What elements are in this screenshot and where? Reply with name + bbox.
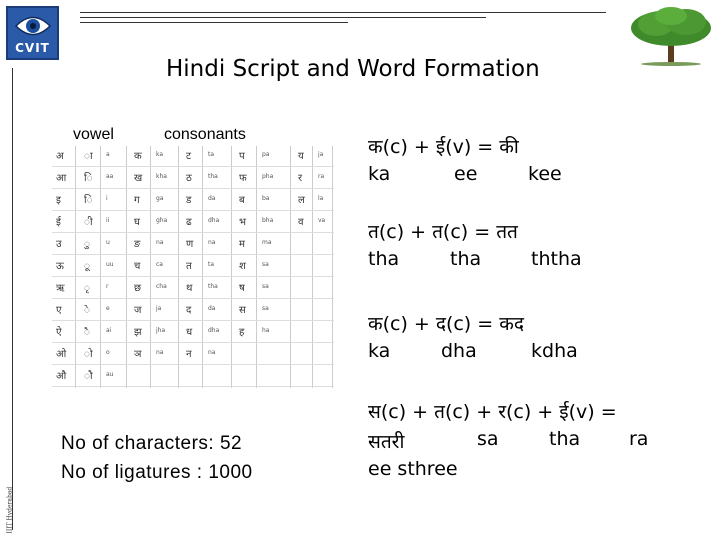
table-cell: ङ [134, 239, 141, 250]
ligatures-count: No of ligatures : 1000 [61, 462, 253, 483]
table-cell: ै [84, 327, 90, 338]
table-cell: ग [134, 195, 140, 206]
page-title: Hindi Script and Word Formation [166, 56, 540, 82]
table-cell: फ [239, 173, 247, 184]
table-grid-line [256, 146, 257, 388]
table-grid-line [202, 146, 203, 388]
table-cell: ृ [84, 283, 90, 294]
example-1-roman: ka [368, 163, 391, 185]
table-cell: ल [298, 195, 305, 206]
table-cell: o [106, 349, 110, 356]
table-cell: ब [239, 195, 245, 206]
table-cell: ta [208, 151, 215, 158]
example-2-roman: tha [450, 248, 482, 270]
table-cell: a [106, 151, 110, 158]
table-cell: au [106, 371, 114, 378]
table-cell: ध [186, 327, 193, 338]
table-cell: ka [156, 151, 164, 158]
example-4-roman: sa [477, 428, 499, 450]
table-cell: r [106, 283, 109, 290]
table-cell: झ [134, 327, 142, 338]
table-cell: द [186, 305, 192, 316]
table-cell: ja [156, 305, 162, 312]
example-4-roman: tha [549, 428, 581, 450]
table-grid-line [52, 364, 334, 365]
table-cell: ऋ [56, 283, 65, 294]
table-cell: pa [262, 151, 270, 158]
table-cell: na [208, 349, 216, 356]
table-grid-line [75, 146, 76, 388]
table-grid-line [290, 146, 291, 388]
table-cell: ज [134, 305, 142, 316]
table-cell: ी [84, 217, 93, 228]
example-3-roman: ka [368, 340, 391, 362]
table-cell: ई [56, 217, 61, 228]
table-cell: छ [134, 283, 142, 294]
table-cell: ण [186, 239, 194, 250]
table-cell: आ [56, 173, 67, 184]
table-cell: pha [262, 173, 274, 180]
logo-text: CVIT [15, 41, 50, 55]
table-grid-line [52, 254, 334, 255]
table-cell: ू [84, 261, 90, 272]
table-cell: i [106, 195, 108, 202]
table-cell: ख [134, 173, 143, 184]
table-cell: घ [134, 217, 140, 228]
table-cell: ऐ [56, 327, 62, 338]
table-cell: va [318, 217, 326, 224]
vowel-header: vowel [73, 126, 114, 143]
table-cell: ba [262, 195, 270, 202]
table-cell: ि [84, 173, 93, 184]
table-cell: थ [186, 283, 193, 294]
table-cell: na [208, 239, 216, 246]
table-grid-line [52, 210, 334, 211]
example-4-roman: ra [629, 428, 649, 450]
table-cell: na [156, 349, 164, 356]
table-grid-line [231, 146, 232, 388]
header-rule [80, 17, 486, 18]
table-grid-line [52, 298, 334, 299]
example-2-roman: ththa [531, 248, 582, 270]
table-grid-line [52, 320, 334, 321]
table-grid-line [52, 232, 334, 233]
side-credit: IIIT Hyderabad [6, 486, 14, 534]
table-cell: ए [56, 305, 62, 316]
table-cell: dha [208, 327, 220, 334]
table-cell: e [106, 305, 110, 312]
cvit-logo [6, 6, 59, 60]
table-cell: ra [318, 173, 325, 180]
table-cell: cha [156, 283, 167, 290]
header-rule [80, 12, 606, 13]
table-cell: ha [262, 327, 270, 334]
table-grid-line [52, 342, 334, 343]
table-cell: न [186, 349, 192, 360]
table-cell: ma [262, 239, 272, 246]
table-grid-line [52, 386, 334, 387]
example-3-formula: क(c) + द(c) = कद [368, 313, 524, 335]
example-4-word: सतरी [368, 431, 405, 453]
table-cell: jha [156, 327, 166, 334]
table-cell: ii [106, 217, 110, 224]
example-2-roman: tha [368, 248, 400, 270]
table-cell: य [298, 151, 304, 162]
consonants-header: consonants [164, 126, 246, 143]
table-grid-line [52, 276, 334, 277]
table-cell: la [318, 195, 324, 202]
table-grid-line [126, 146, 127, 388]
table-cell: ह [239, 327, 245, 338]
example-4-formula: स(c) + त(c) + र(c) + ई(v) = [368, 401, 617, 423]
table-cell: उ [56, 239, 62, 250]
example-1-formula: क(c) + ई(v) = की [368, 136, 519, 158]
table-cell: gha [156, 217, 168, 224]
table-grid-line [178, 146, 179, 388]
table-grid-line [332, 146, 333, 388]
example-3-roman: kdha [531, 340, 578, 362]
table-cell: व [298, 217, 304, 228]
table-cell: ढ [186, 217, 192, 228]
table-cell: da [208, 195, 216, 202]
table-cell: ष [239, 283, 245, 294]
example-1-roman: kee [528, 163, 562, 185]
table-cell: uu [106, 261, 114, 268]
table-cell: ञ [134, 349, 142, 360]
table-cell: ु [84, 239, 90, 250]
tree-icon [628, 6, 714, 66]
table-cell: bha [262, 217, 274, 224]
table-cell: da [208, 305, 216, 312]
table-cell: स [239, 305, 246, 316]
example-2-formula: त(c) + त(c) = तत [368, 221, 518, 243]
eye-icon [14, 13, 52, 39]
table-cell: ta [208, 261, 215, 268]
table-cell: sa [262, 283, 269, 290]
table-cell: ड [186, 195, 192, 206]
table-cell: kha [156, 173, 167, 180]
table-cell: क [134, 151, 142, 162]
table-cell: u [106, 239, 110, 246]
table-cell: ठ [186, 173, 192, 184]
table-grid-line [100, 146, 101, 388]
table-grid-line [52, 166, 334, 167]
table-cell: aa [106, 173, 114, 180]
table-cell: ट [186, 151, 192, 162]
table-cell: ि [84, 195, 93, 206]
table-cell: म [239, 239, 245, 250]
table-cell: ओ [56, 349, 67, 360]
table-cell: ja [318, 151, 324, 158]
table-cell: na [156, 239, 164, 246]
table-cell: इ [56, 195, 61, 206]
table-cell: ca [156, 261, 163, 268]
table-grid-line [312, 146, 313, 388]
table-cell: र [298, 173, 303, 184]
table-cell: त [186, 261, 192, 272]
table-cell: ो [84, 349, 93, 360]
header-rule [80, 22, 348, 23]
table-cell: अ [56, 151, 64, 162]
characters-count: No of characters: 52 [61, 433, 243, 454]
table-cell: भ [239, 217, 247, 228]
table-cell: ai [106, 327, 112, 334]
table-cell: ा [84, 151, 93, 162]
table-cell: े [84, 305, 90, 316]
table-cell: tha [208, 173, 218, 180]
table-cell: ga [156, 195, 164, 202]
table-grid-line [150, 146, 151, 388]
table-grid-line [52, 188, 334, 189]
table-cell: श [239, 261, 246, 272]
example-3-roman: dha [441, 340, 477, 362]
left-rule [12, 68, 13, 530]
table-cell: sa [262, 305, 269, 312]
table-cell: प [239, 151, 245, 162]
table-cell: tha [208, 283, 218, 290]
table-cell: च [134, 261, 141, 272]
example-1-roman: ee [454, 163, 478, 185]
table-cell: ौ [84, 371, 93, 382]
example-4-reading: ee sthree [368, 458, 458, 480]
table-cell: ऊ [56, 261, 64, 272]
table-cell: sa [262, 261, 269, 268]
table-cell: dha [208, 217, 220, 224]
table-cell: औ [56, 371, 67, 382]
